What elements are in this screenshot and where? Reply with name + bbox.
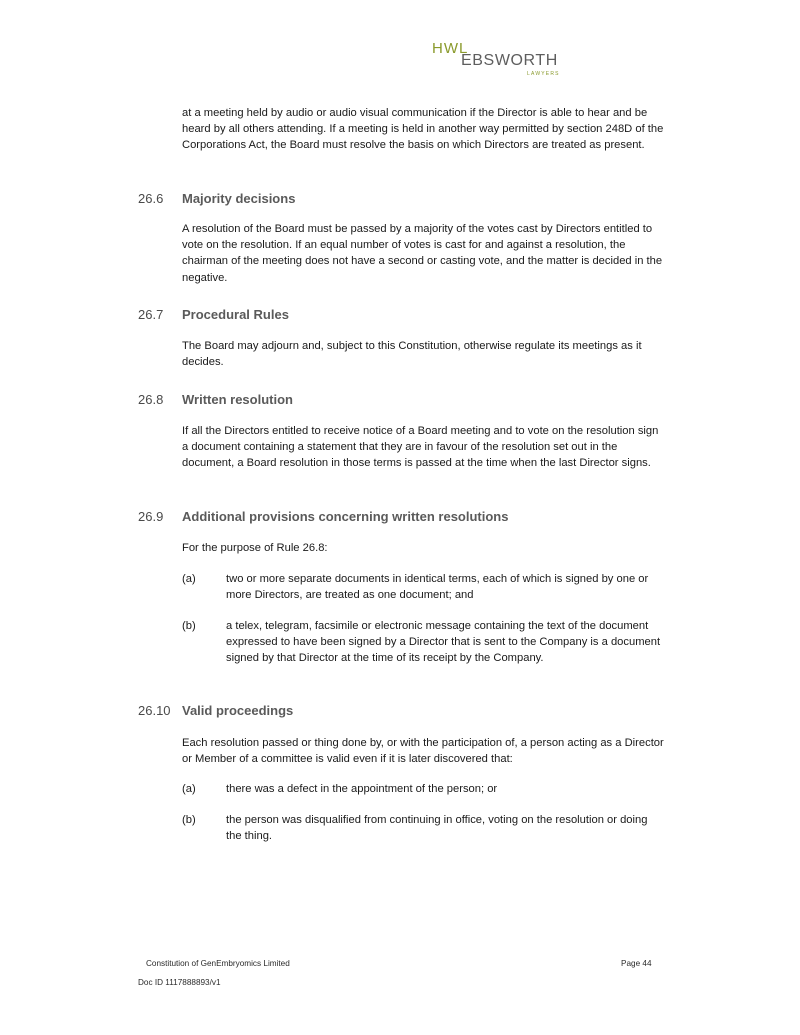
logo-text-lawyers: LAWYERS bbox=[527, 71, 560, 77]
list-item-text: there was a defect in the appointment of the person; or bbox=[226, 783, 498, 795]
section-body: If all the Directors entitled to receive notice of a Board meeting and to vote on the resolution sign a document containing a statement that they are in favour of the resolution set out in the document, a Board resolution in those terms is passed at the time when the last Director signs. bbox=[182, 425, 659, 470]
section-number: 26.6 bbox=[138, 191, 164, 206]
footer-document-title: Constitution of GenEmbryomics Limited bbox=[146, 959, 290, 968]
section-number: 26.9 bbox=[138, 509, 164, 524]
section-title: Written resolution bbox=[182, 392, 293, 407]
section-number: 26.10 bbox=[138, 703, 171, 718]
section-number: 26.8 bbox=[138, 392, 164, 407]
intro-paragraph: at a meeting held by audio or audio visual communication if the Director is able to hear and be heard by all others attending. If a meeting is held in another way permitted by section 248D of the Corporations Act, the Board must resolve the basis on which Directors are treated as present. bbox=[182, 107, 664, 152]
logo-text-ebsworth: EBSWORTH bbox=[461, 52, 558, 69]
footer-page-number: Page 44 bbox=[621, 959, 652, 968]
list-item-label: (a) bbox=[182, 573, 196, 585]
section-body: For the purpose of Rule 26.8: bbox=[182, 542, 328, 554]
section-body: Each resolution passed or thing done by, or with the participation of, a person acting as a Director or Member of a committee is valid even if it is later discovered that: bbox=[182, 737, 664, 766]
section-title: Procedural Rules bbox=[182, 307, 289, 322]
section-title: Majority decisions bbox=[182, 191, 296, 206]
section-title: Additional provisions concerning written resolutions bbox=[182, 509, 509, 524]
list-item-label: (b) bbox=[182, 620, 196, 632]
list-item-label: (b) bbox=[182, 814, 196, 826]
section-body: A resolution of the Board must be passed by a majority of the votes cast by Directors entitled to vote on the resolution. If an equal number of votes is cast for and against a resolution, the chairman of the meeting does not have a second or casting vote, and the matter is decided in the negative. bbox=[182, 223, 663, 284]
logo-text-hwl: HWL bbox=[432, 40, 469, 57]
list-item-label: (a) bbox=[182, 783, 196, 795]
list-item-text: two or more separate documents in identical terms, each of which is signed by one or more Directors, are treated as one document; and bbox=[226, 573, 649, 602]
list-item-text: a telex, telegram, facsimile or electronic message containing the text of the document expressed to have been signed by a Director that is sent to the Company is a document signed by that Director at the time of its receipt by the Company. bbox=[226, 620, 661, 665]
list-item-text: the person was disqualified from continuing in office, voting on the resolution or doing the thing. bbox=[226, 814, 648, 843]
section-body: The Board may adjourn and, subject to this Constitution, otherwise regulate its meetings as it decides. bbox=[182, 340, 642, 369]
footer-doc-id: Doc ID 1117888893/v1 bbox=[138, 978, 221, 987]
section-number: 26.7 bbox=[138, 307, 164, 322]
section-title: Valid proceedings bbox=[182, 703, 294, 718]
firm-logo bbox=[432, 40, 572, 80]
